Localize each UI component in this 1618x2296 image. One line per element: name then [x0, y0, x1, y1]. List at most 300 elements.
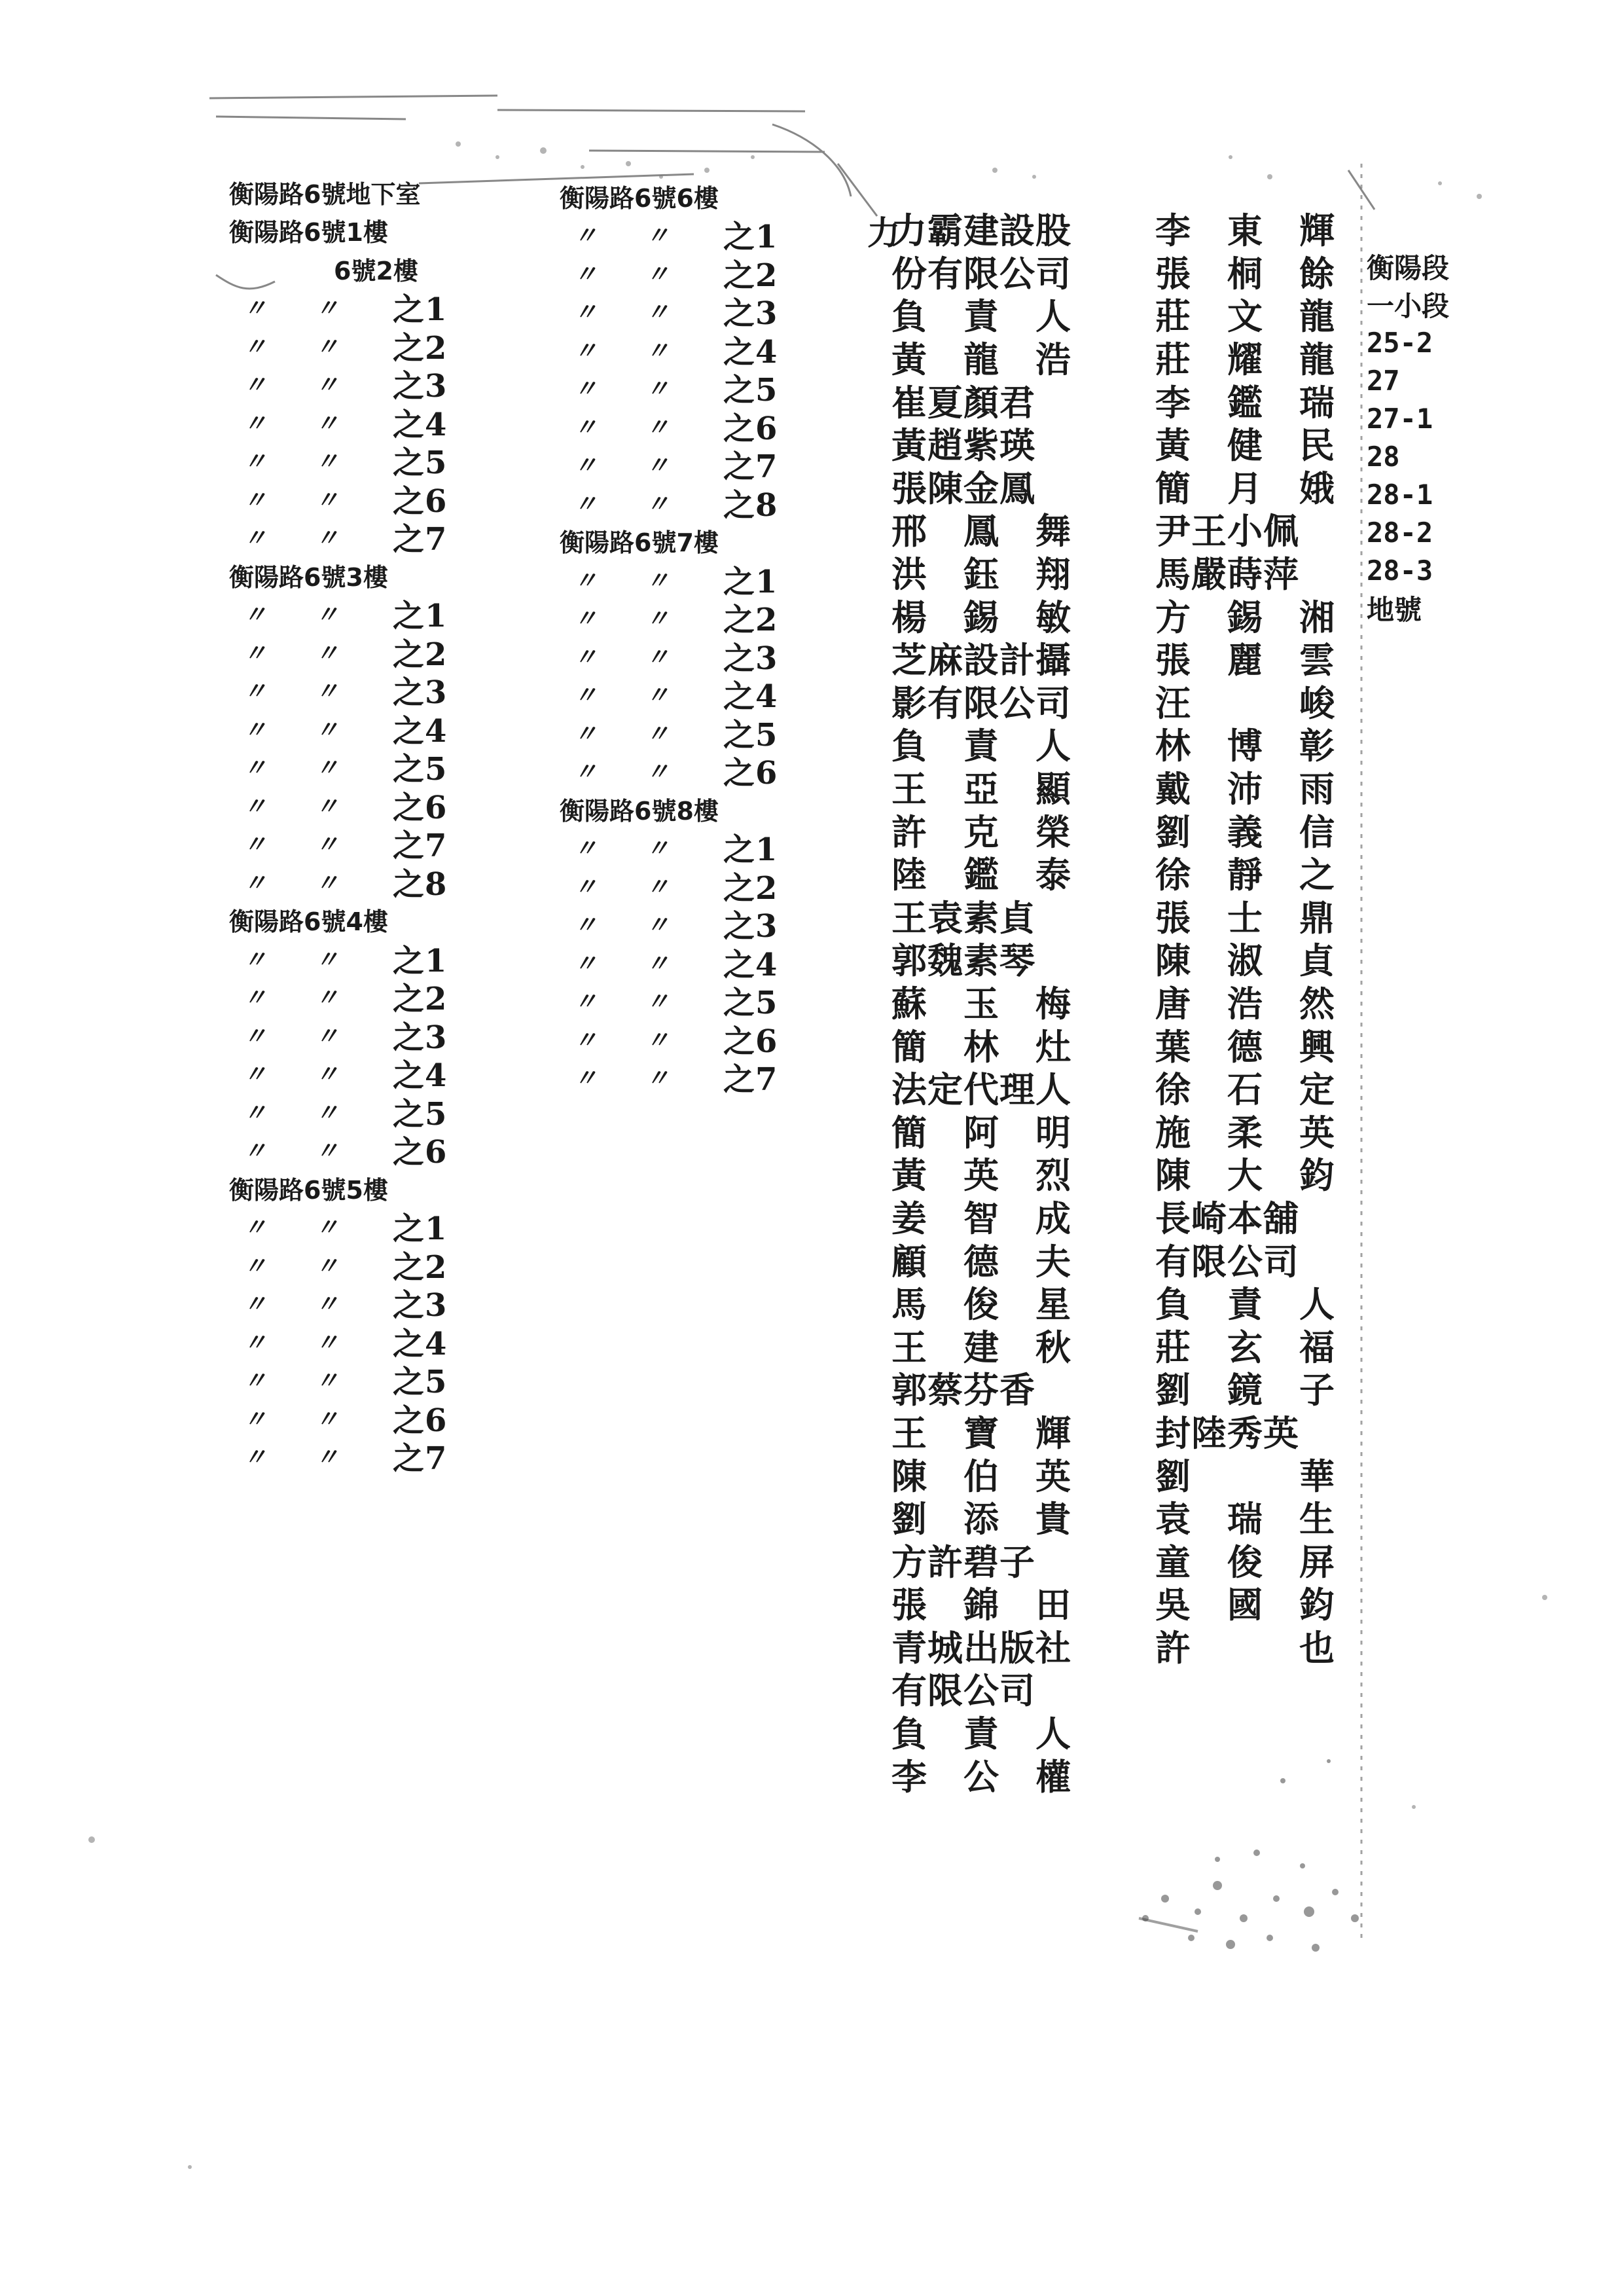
- address-row: [560, 828, 778, 867]
- owner-name-row-text: 負 責 人: [891, 725, 1071, 767]
- ditto-mark: 〃: [315, 448, 340, 476]
- owner-name-row-text: 劉 鏡 子: [1155, 1369, 1335, 1412]
- address-row: [229, 441, 447, 480]
- owner-name-row: [891, 422, 1071, 465]
- owner-name-row-text: 邢 鳳 舞: [891, 510, 1071, 553]
- owner-name-row: [891, 1753, 1071, 1796]
- ditto-mark: 〃: [645, 720, 670, 748]
- ditto-mark: 〃: [315, 1444, 340, 1472]
- owner-name-row: [891, 1410, 1071, 1453]
- ditto-mark: 〃: [243, 755, 268, 782]
- owner-name-row-text: 簡 林 灶: [891, 1025, 1071, 1068]
- address-row: [560, 598, 778, 637]
- owner-name-row: [1155, 1066, 1335, 1109]
- address-row: [229, 1398, 447, 1437]
- land-lot-row-text: 27: [1367, 364, 1400, 397]
- ditto-mark: 〃: [645, 299, 670, 327]
- ditto-mark: 〃: [243, 1329, 268, 1357]
- unit-number: 之6: [723, 1023, 778, 1060]
- ditto-mark: 〃: [573, 1065, 598, 1093]
- address-row: [229, 862, 447, 901]
- ditto-mark: 〃: [573, 567, 598, 594]
- owner-name-row-text: 王 寶 輝: [891, 1412, 1071, 1454]
- unit-number: 之1: [393, 942, 448, 979]
- address-row: [229, 824, 447, 863]
- unit-number: 之3: [723, 295, 778, 333]
- ditto-mark: 〃: [573, 989, 598, 1016]
- land-lot-row: [1367, 323, 1449, 361]
- ditto-mark: 〃: [315, 755, 340, 782]
- ditto-mark: 〃: [315, 295, 340, 323]
- floor-header: 衡陽路6號4樓: [229, 907, 388, 937]
- unit-number: 之5: [393, 751, 448, 788]
- ditto-mark: 〃: [645, 414, 670, 441]
- ditto-mark: 〃: [243, 410, 268, 437]
- ditto-mark: 〃: [645, 1027, 670, 1054]
- owner-name-row-text: 陸 鑑 泰: [891, 854, 1071, 896]
- owner-name-row: [891, 1237, 1071, 1281]
- unit-number: 之5: [393, 445, 448, 482]
- ditto-mark: 〃: [243, 602, 268, 629]
- ditto-mark: 〃: [645, 376, 670, 403]
- ditto-mark: 〃: [573, 452, 598, 480]
- owner-name-row: [1155, 894, 1335, 938]
- owner-name-row: [891, 808, 1071, 851]
- address-row: [229, 1092, 447, 1131]
- land-lot-row: [1367, 589, 1449, 627]
- ditto-mark: 〃: [573, 490, 598, 518]
- owner-name-row-text: 劉 華: [1155, 1455, 1335, 1497]
- owner-name-row-text: 徐 靜 之: [1155, 854, 1335, 896]
- owner-name-row: [891, 680, 1071, 723]
- owner-name-row: [1155, 1410, 1335, 1453]
- land-lot-row-text: 25-2: [1367, 326, 1433, 359]
- owner-name-row: [891, 1452, 1071, 1495]
- owner-name-row: [1155, 680, 1335, 723]
- ditto-mark: 〃: [573, 414, 598, 441]
- ditto-mark: 〃: [315, 1061, 340, 1089]
- ditto-mark: 〃: [645, 759, 670, 786]
- ditto-mark: 〃: [573, 299, 598, 327]
- owner-name-row-text: 法定代理人: [891, 1068, 1071, 1111]
- owner-name-row-text: 份有限公司: [891, 252, 1071, 295]
- ditto-mark: 〃: [645, 950, 670, 977]
- owner-name-row: [1155, 1108, 1335, 1152]
- ditto-mark: 〃: [645, 835, 670, 863]
- address-row: [560, 560, 778, 598]
- owner-name-row-text: 劉 添 貴: [891, 1498, 1071, 1540]
- owner-name-row-text: 郭蔡芬香: [891, 1369, 1035, 1412]
- ditto-mark: 〃: [243, 1214, 268, 1242]
- ditto-mark: 〃: [243, 1061, 268, 1089]
- land-lot-row: [1367, 551, 1449, 589]
- address-row: [229, 977, 447, 1016]
- ditto-mark: 〃: [573, 835, 598, 863]
- unit-number: 之5: [723, 716, 778, 754]
- ditto-mark: 〃: [243, 1023, 268, 1050]
- owner-name-row-text: 簡 月 娥: [1155, 467, 1335, 509]
- ditto-mark: 〃: [645, 490, 670, 518]
- owner-name-row: [1155, 722, 1335, 765]
- address-row: [229, 901, 447, 939]
- address-row: [560, 177, 778, 215]
- owner-name-row-text: 簡 阿 明: [891, 1111, 1071, 1154]
- unit-number: 之4: [393, 406, 448, 443]
- owner-name-row-text: 負 責 人: [891, 295, 1071, 338]
- owner-name-row-text: 張陳金鳳: [891, 467, 1035, 509]
- ditto-mark: 〃: [315, 985, 340, 1012]
- unit-number: 之4: [723, 678, 778, 716]
- ditto-mark: 〃: [243, 869, 268, 897]
- ditto-mark: 〃: [243, 1099, 268, 1127]
- address-row: [229, 939, 447, 977]
- unit-number: 之5: [723, 985, 778, 1022]
- unit-number: 之1: [723, 219, 778, 256]
- owner-name-row: [1155, 1581, 1335, 1624]
- unit-number: 之2: [723, 602, 778, 639]
- ditto-mark: 〃: [573, 376, 598, 403]
- unit-number: 之2: [393, 1248, 448, 1286]
- owner-name-row-text: 施 柔 英: [1155, 1111, 1335, 1154]
- unit-number: 之6: [723, 755, 778, 792]
- owner-name-row-text: 葉 德 興: [1155, 1025, 1335, 1068]
- unit-number: 之2: [393, 329, 448, 367]
- unit-number: 之7: [723, 448, 778, 486]
- address-row: [560, 675, 778, 714]
- owner-name-row: [891, 1152, 1071, 1195]
- ditto-mark: 〃: [573, 223, 598, 250]
- land-lot-row-text: 28-2: [1367, 516, 1433, 549]
- floor-header: 6號2樓: [334, 256, 418, 285]
- owner-name-row: [891, 1581, 1071, 1624]
- owner-name-row: [891, 1281, 1071, 1324]
- ditto-mark: 〃: [573, 606, 598, 633]
- unit-number: 之2: [723, 257, 778, 294]
- owner-name-row: [1155, 1323, 1335, 1366]
- ditto-mark: 〃: [315, 869, 340, 897]
- owner-name-row-text: 袁 瑞 生: [1155, 1498, 1335, 1540]
- owner-name-row-text: 黃 英 烈: [891, 1154, 1071, 1197]
- land-lot-row-text: 27-1: [1367, 402, 1433, 435]
- owner-name-row-text: 李 鑑 瑞: [1155, 381, 1335, 424]
- owner-name-row-text: 劉 義 信: [1155, 811, 1335, 853]
- owner-name-row-text: 王 亞 顯: [891, 768, 1071, 811]
- owner-name-row: [891, 1323, 1071, 1366]
- unit-number: 之1: [393, 598, 448, 635]
- ditto-mark: 〃: [243, 985, 268, 1012]
- owner-name-row: [1155, 808, 1335, 851]
- ditto-mark: 〃: [243, 716, 268, 744]
- address-row: [229, 518, 447, 556]
- owner-name-row-text: 童 俊 屏: [1155, 1540, 1335, 1583]
- address-row: [229, 326, 447, 365]
- owner-name-row-text: 王袁素貞: [891, 896, 1035, 939]
- owner-name-row-text: 張 士 鼎: [1155, 896, 1335, 939]
- floor-header: 衡陽路6號地下室: [229, 179, 421, 209]
- owner-name-row-text: 方許碧子: [891, 1540, 1035, 1583]
- ditto-mark: 〃: [645, 223, 670, 250]
- floor-header: 衡陽路6號1樓: [229, 218, 388, 247]
- address-row: [560, 292, 778, 331]
- ditto-mark: 〃: [315, 716, 340, 744]
- address-row: [560, 1058, 778, 1097]
- ditto-mark: 〃: [573, 950, 598, 977]
- owner-name-row-text: 影有限公司: [891, 682, 1071, 724]
- address-row: [229, 1437, 447, 1476]
- ditto-mark: 〃: [315, 1252, 340, 1280]
- owner-name-row-text: 力霸建設股: [891, 210, 1071, 252]
- ditto-mark: 〃: [243, 295, 268, 323]
- address-row: [229, 671, 447, 710]
- address-row: [229, 1322, 447, 1360]
- ditto-mark: 〃: [315, 372, 340, 399]
- ditto-mark: 〃: [645, 337, 670, 365]
- unit-number: 之4: [393, 1057, 448, 1095]
- address-row: [229, 1245, 447, 1284]
- ditto-mark: 〃: [243, 372, 268, 399]
- ditto-mark: 〃: [645, 452, 670, 480]
- unit-number: 之7: [393, 828, 448, 865]
- owner-name-row: [1155, 336, 1335, 379]
- address-row: [560, 215, 778, 254]
- address-row: [229, 1015, 447, 1054]
- owner-name-row: [1155, 980, 1335, 1023]
- address-row: [229, 288, 447, 327]
- address-row: [560, 943, 778, 981]
- owner-name-row: [1155, 507, 1335, 551]
- owner-name-row-text: 陳 大 鈞: [1155, 1154, 1335, 1197]
- owner-name-row: [891, 636, 1071, 680]
- owner-name-row-text: 戴 沛 雨: [1155, 768, 1335, 811]
- owner-name-row: [1155, 465, 1335, 508]
- address-row: [560, 752, 778, 790]
- land-lot-row: [1367, 247, 1449, 285]
- owner-name-row-text: 汪 峻: [1155, 682, 1335, 724]
- owner-name-row-text: 黃 健 民: [1155, 424, 1335, 467]
- owner-name-row-text: 蘇 玉 梅: [891, 982, 1071, 1025]
- address-row: [229, 786, 447, 824]
- ditto-mark: 〃: [315, 1138, 340, 1165]
- owner-name-row: [1155, 765, 1335, 809]
- unit-number: 之8: [393, 866, 448, 903]
- address-row: [560, 713, 778, 752]
- ditto-mark: 〃: [573, 682, 598, 710]
- address-row: [229, 748, 447, 786]
- owner-name-row-text: 莊 文 龍: [1155, 295, 1335, 338]
- ditto-mark: 〃: [315, 1406, 340, 1433]
- address-row: [229, 403, 447, 441]
- owner-name-row-text: 張 桐 餘: [1155, 252, 1335, 295]
- unit-number: 之1: [723, 563, 778, 600]
- owner-name-row: [1155, 937, 1335, 980]
- owner-name-row: [1155, 293, 1335, 336]
- owner-name-row: [1155, 1023, 1335, 1066]
- address-row: [229, 1360, 447, 1399]
- address-row: [229, 249, 447, 288]
- address-row: [229, 556, 447, 594]
- owner-name-row-text: 黃 龍 浩: [891, 338, 1071, 381]
- land-lot-row: [1367, 437, 1449, 475]
- address-row: [229, 1131, 447, 1169]
- ditto-mark: 〃: [315, 1214, 340, 1242]
- owner-name-row-text: 張 麗 雲: [1155, 639, 1335, 682]
- unit-number: 之3: [723, 908, 778, 945]
- floor-header: 衡陽路6號6樓: [560, 183, 719, 213]
- owner-name-row: [1155, 207, 1335, 250]
- owner-name-row: [1155, 1366, 1335, 1410]
- ditto-mark: 〃: [315, 678, 340, 706]
- ditto-mark: 〃: [243, 333, 268, 361]
- owner-name-row-text: 馬 俊 星: [891, 1283, 1071, 1326]
- owner-name-row-text: 郭魏素琴: [891, 939, 1035, 982]
- ditto-mark: 〃: [315, 1329, 340, 1357]
- ditto-mark: 〃: [645, 644, 670, 671]
- owner-name-row: [1155, 1538, 1335, 1581]
- unit-number: 之5: [723, 372, 778, 409]
- ditto-mark: 〃: [315, 640, 340, 667]
- owner-name-row: [891, 1195, 1071, 1238]
- unit-number: 之4: [723, 946, 778, 983]
- address-row: [560, 330, 778, 369]
- address-row: [229, 1169, 447, 1207]
- owner-name-row: [891, 507, 1071, 551]
- unit-number: 之7: [393, 1440, 448, 1478]
- unit-number: 之4: [393, 1325, 448, 1362]
- owner-name-row-text: 莊 耀 龍: [1155, 338, 1335, 381]
- land-lot-row-text: 28-3: [1367, 554, 1433, 587]
- address-row: [560, 522, 778, 560]
- unit-number: 之3: [393, 368, 448, 405]
- owner-name-row-text: 有限公司: [1155, 1240, 1299, 1283]
- address-row: [560, 866, 778, 905]
- owner-name-row: [891, 722, 1071, 765]
- ditto-mark: 〃: [315, 793, 340, 820]
- owner-name-row-text: 黃趙紫瑛: [891, 424, 1035, 467]
- owner-name-row-text: 李 東 輝: [1155, 210, 1335, 252]
- ditto-mark: 〃: [573, 873, 598, 901]
- owner-name-row: [891, 1108, 1071, 1152]
- owner-name-row-text: 負 責 人: [1155, 1283, 1335, 1326]
- owner-name-row: [891, 1538, 1071, 1581]
- ditto-mark: 〃: [573, 261, 598, 288]
- owner-name-row: [891, 1366, 1071, 1410]
- ditto-mark: 〃: [243, 1444, 268, 1472]
- ditto-mark: 〃: [243, 640, 268, 667]
- owner-name-row: [891, 593, 1071, 636]
- unit-number: 之7: [723, 1061, 778, 1099]
- owner-name-row: [891, 765, 1071, 809]
- owner-name-row-text: 張 錦 田: [891, 1584, 1071, 1626]
- owner-name-row-text: 負 責 人: [891, 1713, 1071, 1755]
- ditto-mark: 〃: [573, 337, 598, 365]
- unit-number: 之6: [393, 789, 448, 826]
- land-lot-row-text: 衡陽段: [1367, 252, 1450, 284]
- unit-number: 之3: [393, 1287, 448, 1324]
- owner-name-row-text: 李 公 權: [891, 1755, 1071, 1798]
- owner-name-row-text: 有限公司: [891, 1669, 1035, 1712]
- owner-name-row-text: 方 錫 湘: [1155, 596, 1335, 638]
- land-lot-row: [1367, 513, 1449, 551]
- ditto-mark: 〃: [315, 1023, 340, 1050]
- address-row: [560, 636, 778, 675]
- owner-name-row-text: 姜 智 成: [891, 1197, 1071, 1239]
- owner-names-column-c: [891, 207, 1071, 1796]
- owner-name-row: [1155, 551, 1335, 594]
- owner-name-row: [1155, 593, 1335, 636]
- ditto-mark: 〃: [243, 448, 268, 476]
- owner-name-row: [1155, 378, 1335, 422]
- ditto-mark: 〃: [243, 525, 268, 553]
- ditto-mark: 〃: [645, 567, 670, 594]
- owner-name-row: [1155, 1152, 1335, 1195]
- unit-number: 之1: [393, 1211, 448, 1248]
- address-row: [560, 253, 778, 292]
- ditto-mark: 〃: [573, 912, 598, 939]
- ditto-mark: 〃: [645, 1065, 670, 1093]
- ditto-mark: 〃: [573, 644, 598, 671]
- owner-name-row: [1155, 1281, 1335, 1324]
- ditto-mark: 〃: [573, 720, 598, 748]
- address-row: [560, 790, 778, 828]
- owner-name-row: [891, 336, 1071, 379]
- ditto-mark: 〃: [315, 410, 340, 437]
- land-lot-row-text: 28-1: [1367, 478, 1433, 511]
- owner-name-row: [891, 980, 1071, 1023]
- owner-name-row: [1155, 636, 1335, 680]
- address-row: [229, 594, 447, 633]
- ditto-mark: 〃: [573, 1027, 598, 1054]
- ditto-mark: 〃: [645, 873, 670, 901]
- ditto-mark: 〃: [243, 1368, 268, 1395]
- address-column-a: [229, 173, 448, 1478]
- floor-header: 衡陽路6號7樓: [560, 528, 719, 558]
- owner-name-row-text: 陳 淑 貞: [1155, 939, 1335, 982]
- address-row: [229, 365, 447, 403]
- unit-number: 之2: [723, 869, 778, 907]
- owner-name-row: [891, 851, 1071, 894]
- owner-name-row: [891, 1066, 1071, 1109]
- ditto-mark: 〃: [315, 602, 340, 629]
- address-row: [560, 1019, 778, 1058]
- owner-name-row: [891, 551, 1071, 594]
- owner-name-row: [891, 937, 1071, 980]
- land-lot-row: [1367, 285, 1449, 323]
- ditto-mark: 〃: [645, 261, 670, 288]
- address-column-b: [560, 177, 778, 1099]
- owner-name-row-text: 莊 玄 福: [1155, 1326, 1335, 1368]
- owner-name-row: [1155, 250, 1335, 293]
- owner-name-row: [891, 1624, 1071, 1667]
- ditto-mark: 〃: [645, 606, 670, 633]
- address-row: [560, 369, 778, 407]
- address-row: [560, 981, 778, 1020]
- owner-name-row: [1155, 1452, 1335, 1495]
- owner-name-row-text: 馬嚴蒔萍: [1155, 553, 1299, 596]
- address-row: [560, 445, 778, 484]
- owner-name-row-text: 楊 錫 敏: [891, 596, 1071, 638]
- floor-header: 衡陽路6號3樓: [229, 562, 388, 592]
- address-row: [229, 173, 447, 211]
- ditto-mark: 〃: [243, 1291, 268, 1319]
- land-lot-row: [1367, 361, 1449, 399]
- owner-name-row: [1155, 1495, 1335, 1539]
- unit-number: 之8: [723, 486, 778, 524]
- address-row: [229, 479, 447, 518]
- land-lot-row-text: 一小段: [1367, 290, 1450, 322]
- land-lot-row: [1367, 399, 1449, 437]
- ditto-mark: 〃: [645, 912, 670, 939]
- owner-name-row-text: 吳 國 鈞: [1155, 1584, 1335, 1626]
